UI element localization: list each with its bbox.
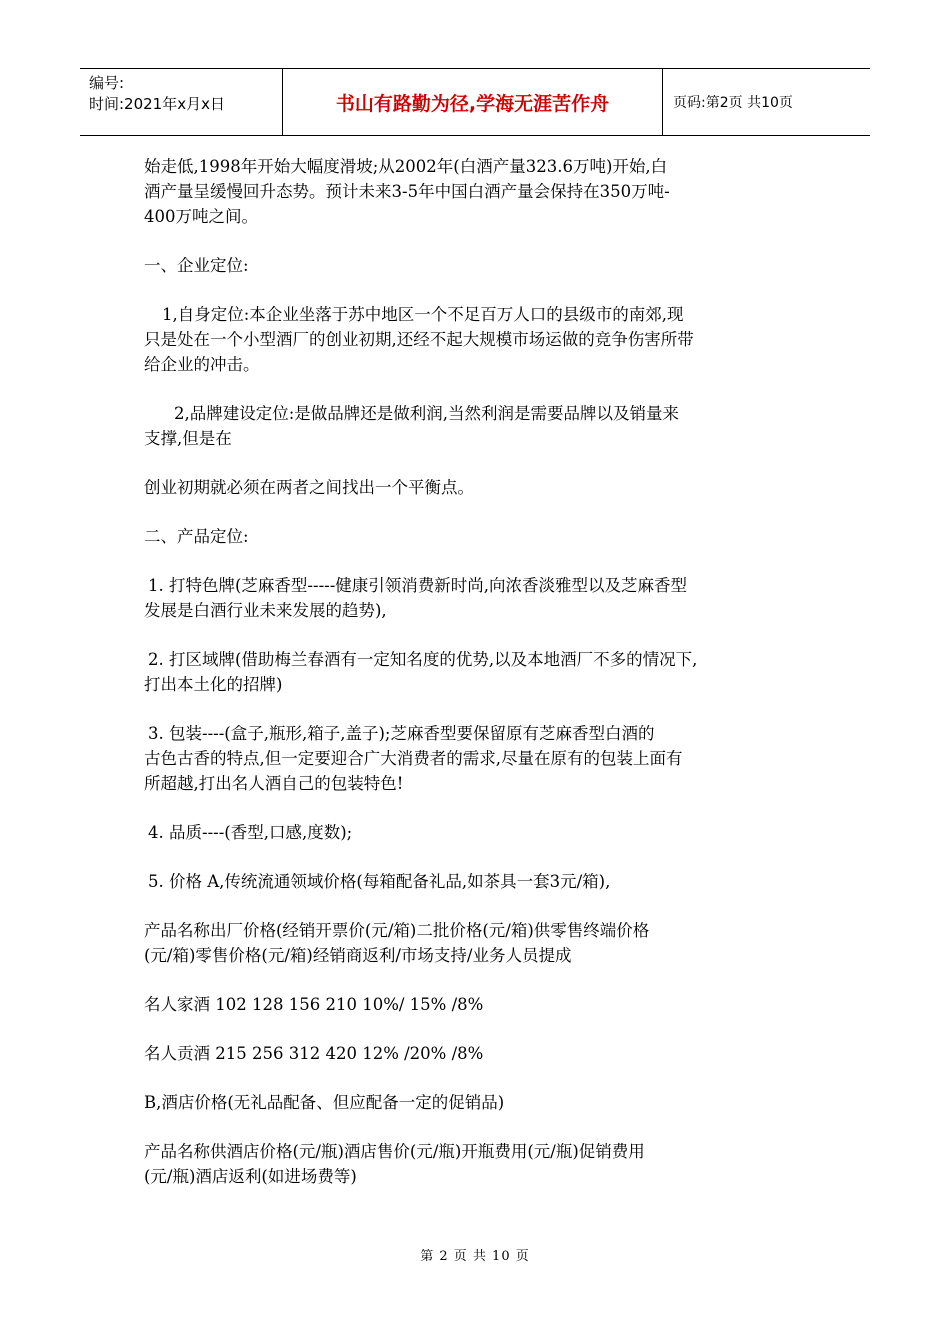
text-line: 1. 打特色牌(芝麻香型-----健康引领消费新时尚,向浓香淡雅型以及芝麻香型	[148, 576, 688, 595]
section1-heading: 一、企业定位:	[144, 256, 249, 275]
page-footer: 第 2 页 共 10 页	[420, 1249, 530, 1264]
text-line: 产品名称供酒店价格(元/瓶)酒店售价(元/瓶)开瓶费用(元/瓶)促销费用	[144, 1142, 645, 1161]
text-line: 1,自身定位:本企业坐落于苏中地区一个不足百万人口的县级市的南郊,现	[162, 305, 684, 324]
text-line: 支撑,但是在	[144, 429, 232, 448]
intro-paragraph	[144, 154, 809, 229]
part-b-heading: B,酒店价格(无礼品配备、但应配备一定的促销品)	[144, 1093, 505, 1112]
s2-item-3	[144, 721, 809, 796]
text-line: 打出本土化的招牌)	[144, 675, 283, 694]
price-row-2: 名人贡酒 215 256 312 420 12% /20% /8%	[144, 1044, 484, 1063]
s2-item-4: 4. 品质----(香型,口感,度数);	[148, 823, 353, 842]
text-line: (元/箱)零售价格(元/箱)经销商返利/市场支持/业务人员提成	[144, 946, 572, 965]
header-meta	[80, 69, 283, 135]
text-line: 2. 打区域牌(借助梅兰春酒有一定知名度的优势,以及本地酒厂不多的情况下,	[148, 650, 698, 669]
text-line: 发展是白酒行业未来发展的趋势),	[144, 601, 387, 620]
header-motto: 书山有路勤为径,学海无涯苦作舟	[283, 69, 663, 135]
text-line: 所超越,打出名人酒自己的包装特色!	[144, 774, 404, 793]
header-table	[80, 68, 870, 136]
section2-heading: 二、产品定位:	[144, 527, 249, 546]
number-label: 编号:	[89, 74, 125, 92]
text-line: 2,品牌建设定位:是做品牌还是做利润,当然利润是需要品牌以及销量来	[174, 404, 680, 423]
header-page-info: 页码:第2页 共10页	[673, 95, 793, 111]
price-row-1: 名人家酒 102 128 156 210 10%/ 15% /8%	[144, 995, 484, 1014]
text-line: 酒产量呈缓慢回升态势。预计未来3-5年中国白酒产量会保持在350万吨-	[144, 182, 670, 201]
text-line: (元/瓶)酒店返利(如进场费等)	[144, 1167, 357, 1186]
s2-item-5: 5. 价格 A,传统流通领域价格(每箱配备礼品,如茶具一套3元/箱),	[148, 872, 611, 891]
text-line: 始走低,1998年开始大幅度滑坡;从2002年(白酒产量323.6万吨)开始,白	[144, 157, 668, 176]
s1-item-2	[144, 401, 809, 451]
s2-item-2	[144, 647, 809, 697]
s2-item-1	[144, 573, 809, 623]
price-table-b-header	[144, 1139, 809, 1189]
text-line: 400万吨之间。	[144, 207, 258, 226]
text-line: 3. 包装----(盒子,瓶形,箱子,盖子);芝麻香型要保留原有芝麻香型白酒的	[148, 724, 655, 743]
document-body	[144, 154, 809, 1189]
text-line: 只是处在一个小型酒厂的创业初期,还经不起大规模市场运做的竞争伤害所带	[144, 330, 694, 349]
time-label: 时间:2021年x月x日	[89, 95, 225, 113]
text-line: 产品名称出厂价格(经销开票价(元/箱)二批价格(元/箱)供零售终端价格	[144, 921, 650, 940]
s1-item-1	[144, 302, 809, 377]
text-line: 给企业的冲击。	[144, 355, 260, 374]
s1-item-2-continued: 创业初期就必须在两者之间找出一个平衡点。	[144, 478, 474, 497]
price-table-a-header	[144, 918, 809, 968]
text-line: 古色古香的特点,但一定要迎合广大消费者的需求,尽量在原有的包装上面有	[144, 749, 683, 768]
